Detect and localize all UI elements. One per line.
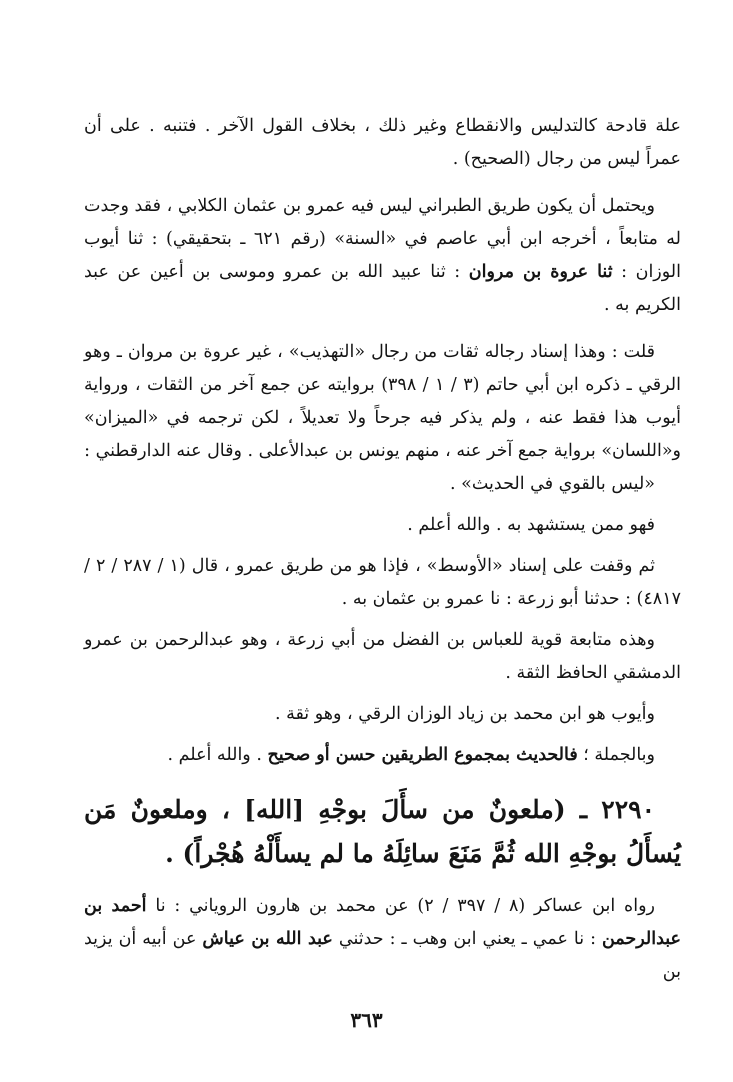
paragraph-text: عن أبيه أن يزيد بن bbox=[84, 929, 681, 982]
paragraph bbox=[84, 110, 681, 176]
paragraph bbox=[84, 550, 681, 616]
page-number: ٣٦٣ bbox=[350, 1008, 383, 1032]
paragraph-text: رواه ابن عساكر (٨ / ٣٩٧ / ٢) عن محمد بن هارون الروياني : نا bbox=[155, 896, 655, 916]
paragraph-text: علة قادحة كالتدليس والانقطاع وغير ذلك ، بخلاف القول الآخر . فتنبه . على أن عمراً ليس من رجال (الصحيح) . bbox=[84, 116, 681, 169]
paragraph-text: وبالجملة ؛ bbox=[583, 745, 655, 765]
paragraph bbox=[84, 336, 681, 468]
quote-line bbox=[84, 468, 681, 501]
paragraph bbox=[84, 739, 681, 772]
paragraph-text: ويحتمل أن يكون طريق الطبراني ليس فيه عمرو بن عثمان الكلابي ، فقد وجدت له متابعاً ، أخرجه ابن أبي عاصم في «السنة» (رقم ٦٢١ ـ بتحقيقي) : ثنا أيوب الوزان : bbox=[84, 196, 682, 282]
paragraph-text: «ليس بالقوي في الحديث» . bbox=[450, 474, 655, 494]
paragraph-text: وهذه متابعة قوية للعباس بن الفضل من أبي زرعة ، وهو عبدالرحمن بن عمرو الدمشقي الحافظ الثقة . bbox=[84, 630, 681, 683]
bold-text: فالحديث بمجموع الطريقين حسن أو صحيح bbox=[267, 745, 578, 765]
bold-text: عبد الله بن عياش bbox=[202, 929, 333, 949]
paragraph-text: فهو ممن يستشهد به . والله أعلم . bbox=[407, 515, 655, 535]
paragraph-text: وأيوب هو ابن محمد بن زياد الوزان الرقي ، وهو ثقة . bbox=[274, 704, 655, 724]
paragraph-text: : نا عمي ـ يعني ابن وهب ـ : حدثني bbox=[338, 929, 596, 949]
paragraph bbox=[84, 890, 681, 989]
bold-text: أحمد بن عبدالرحمن bbox=[84, 896, 681, 949]
page-body bbox=[84, 110, 681, 989]
paragraph bbox=[84, 624, 681, 690]
paragraph-text: ثم وقفت على إسناد «الأوسط» ، فإذا هو من طريق عمرو ، قال (١ / ٢٨٧ / ٢ / ٤٨١٧) : حدثنا أبو زرعة : نا عمرو بن عثمان به . bbox=[84, 556, 681, 609]
paragraph-text: . والله أعلم . bbox=[167, 745, 262, 765]
bold-text: ثنا عروة بن مروان bbox=[468, 262, 613, 282]
paragraph bbox=[84, 698, 681, 731]
paragraph bbox=[84, 509, 681, 542]
hadith-heading: ٢٢٩٠ ـ (ملعونٌ من سأَلَ بوجْهِ [الله] ، وملعونٌ مَن يُسأَلُ بوجْهِ الله ثُمَّ مَنَعَ سائِلَهُ ما لم يسأَلْهُ هُجْراً) . bbox=[84, 795, 681, 868]
paragraph-text: قلت : وهذا إسناد رجاله ثقات من رجال «التهذيب» ، غير عروة بن مروان ـ وهو الرقي ـ ذكره ابن أبي حاتم (٣ / ١ / ٣٩٨) بروايته عن جمع آخر من الثقات ، ورواية أيوب هذا فقط عنه ، ولم يذكر فيه جرحاً ولا تعديلاً ، لكن ترجمه في «الميزان» و«اللسان» برواية جمع آخر عنه ، منهم يونس بن عبدالأعلى . وقال عنه الدارقطني : bbox=[84, 342, 681, 461]
paragraph bbox=[84, 190, 681, 322]
paragraph-text: : ثنا عبيد الله بن عمرو وموسى بن أعين عن عبد الكريم به . bbox=[84, 262, 681, 315]
